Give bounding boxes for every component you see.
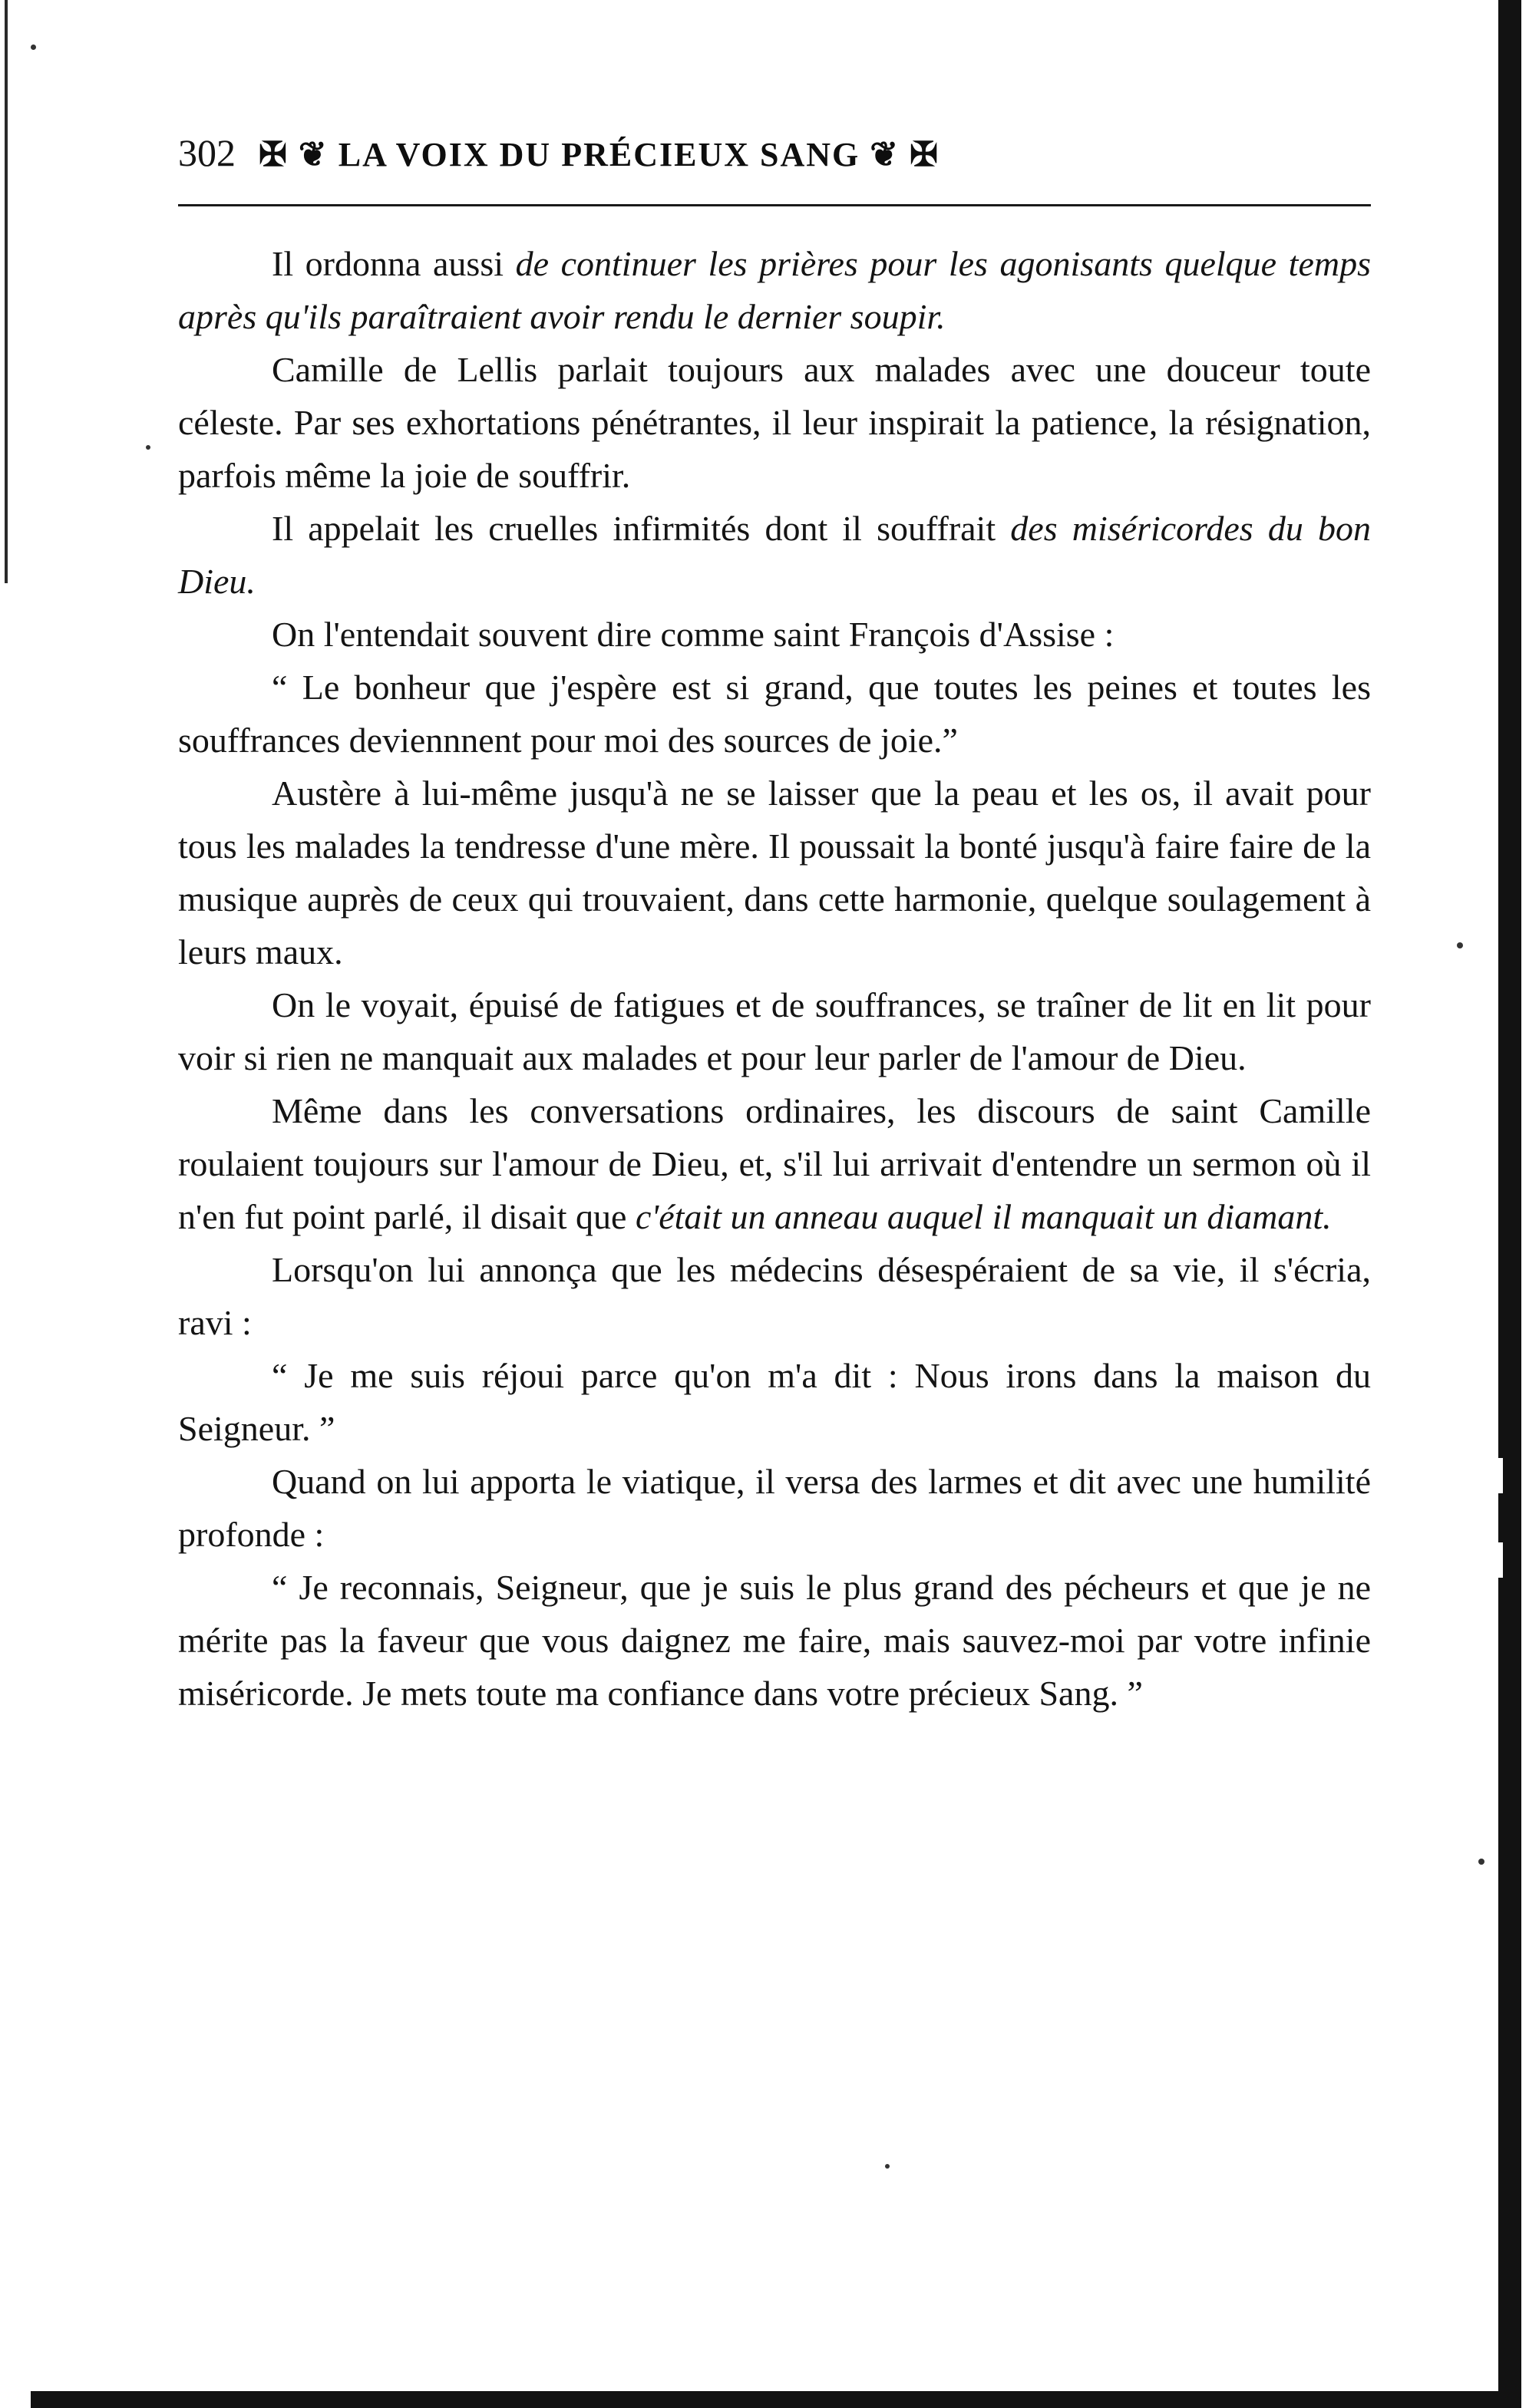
scan-notch (1495, 1542, 1503, 1578)
paragraph (178, 1084, 1371, 1243)
page-number: 302 (178, 131, 236, 174)
scan-border-left (5, 0, 8, 583)
paragraph (178, 237, 1371, 343)
paragraph (178, 502, 1371, 608)
italic-text: c'était un anneau auquel il manquait un diamant. (635, 1197, 1332, 1236)
quotation: “ Je reconnais, Seigneur, que je suis le plus grand des pécheurs et que je ne mérite pas la faveur que vous daignez me faire, mais sauvez-moi par votre infinie miséricorde. Je mets toute ma confiance dans votre précieux Sang. ” (178, 1568, 1371, 1713)
paragraph: Quand on lui apporta le viatique, il versa des larmes et dit avec une humilité profonde : (178, 1462, 1371, 1554)
paragraph-text: Il appelait les cruelles infirmités dont il souffrait (272, 509, 1011, 548)
italic-text: des miséricordes du bon Dieu. (178, 509, 1371, 601)
running-head (178, 130, 1371, 186)
scan-speck (146, 445, 150, 450)
italic-text: de continuer les prières pour les agonisants quelque temps après qu'ils paraîtraient avoir rendu le dernier soupir. (178, 244, 1371, 336)
paragraph: On l'entendait souvent dire comme saint François d'Assise : (272, 615, 1115, 654)
ornament-left-icon: ✠ ❦ (259, 136, 338, 173)
paragraph: Austère à lui-même jusqu'à ne se laisser que la peau et les os, il avait pour tous les malades la tendresse d'une mère. Il poussait la bonté jusqu'à faire faire de la musique auprès de ceux qui trouvaient, dans cette harmonie, quelque soulagement à leurs maux. (178, 774, 1371, 971)
scan-border-bottom (31, 2391, 1521, 2408)
quotation: “ Le bonheur que j'espère est si grand, que toutes les peines et toutes les souffrances deviennnent pour moi des sources de joie.” (178, 668, 1371, 760)
ornament-right-icon: ❦ ✠ (860, 136, 940, 173)
paragraph-text: Même dans les conversations ordinaires, les discours de saint Camille roulaient toujours sur l'amour de Dieu, et, s'il lui arrivait d'entendre un sermon où il n'en fut point parlé, il disait que (178, 1091, 1371, 1236)
book-page (178, 130, 1371, 1720)
running-title-text: LA VOIX DU PRÉCIEUX SANG (338, 136, 860, 173)
scan-border-right (1498, 0, 1521, 2408)
body-text (178, 237, 1371, 1720)
quotation: “ Je me suis réjoui parce qu'on m'a dit : Nous irons dans la maison du Seigneur. ” (178, 1356, 1371, 1448)
paragraph: Lorsqu'on lui annonça que les médecins désespéraient de sa vie, il s'écria, ravi : (178, 1250, 1371, 1342)
paragraph-text: Il ordonna aussi (272, 244, 516, 283)
scan-speck (1457, 942, 1463, 948)
paragraph: On le voyait, épuisé de fatigues et de souffrances, se traîner de lit en lit pour voir si rien ne manquait aux malades et pour leur parler de l'amour de Dieu. (178, 985, 1371, 1077)
header-rule (178, 204, 1371, 206)
scan-speck (31, 45, 36, 50)
scan-speck (885, 2164, 890, 2169)
scan-speck (1478, 1859, 1484, 1865)
paragraph: Camille de Lellis parlait toujours aux malades avec une douceur toute céleste. Par ses exhortations pénétrantes, il leur inspirait la patience, la résignation, parfois même la joie de souffrir. (178, 350, 1371, 495)
scan-notch (1495, 1458, 1503, 1493)
running-title (259, 135, 940, 174)
